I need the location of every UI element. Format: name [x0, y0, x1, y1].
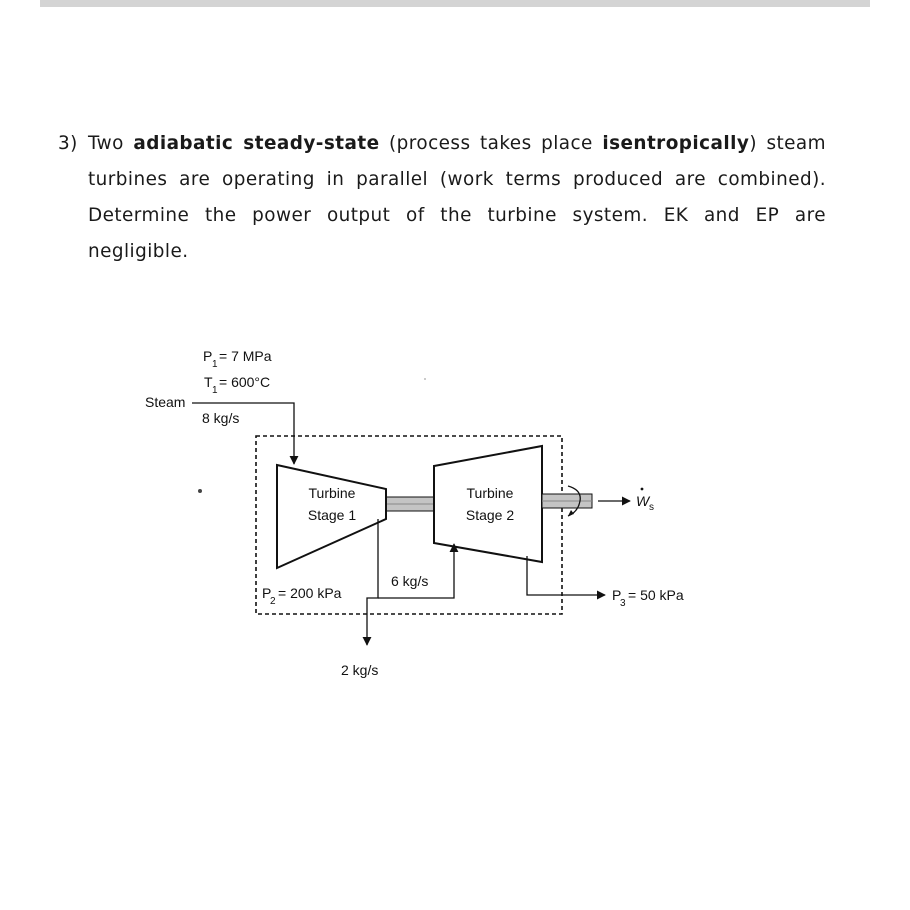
bold-isentropically: isentropically — [602, 133, 750, 154]
problem-text-intro: Two — [88, 133, 134, 154]
stage1-label-line2: Stage 1 — [307, 507, 357, 523]
inlet-flow-label: 8 kg/s — [202, 410, 240, 426]
inlet-temperature-value: = 600°C — [219, 374, 271, 390]
stage2-flow-label: 6 kg/s — [391, 573, 429, 589]
extraction-pressure-value: = 200 kPa — [278, 585, 342, 601]
work-symbol: W — [636, 493, 650, 509]
stage2-label-line1: Turbine — [466, 485, 514, 501]
extraction-pressure-sub: 2 — [270, 596, 276, 607]
extraction-flow-label: 2 kg/s — [341, 662, 379, 678]
work-subscript: s — [649, 502, 654, 513]
problem-text-middle: (process takes place — [379, 133, 603, 154]
stage1-exit-down-arrow — [367, 519, 378, 645]
stage2-inlet-arrow — [378, 544, 454, 598]
problem-number: 3) — [58, 133, 78, 154]
inlet-pressure-symbol: P — [203, 348, 213, 364]
exhaust-pressure-sub: 3 — [620, 598, 626, 609]
stage2-label-line2: Stage 2 — [465, 507, 515, 523]
steam-label: Steam — [145, 394, 186, 410]
turbine-stage-2 — [434, 446, 542, 562]
exhaust-pressure-value: = 50 kPa — [628, 587, 684, 603]
stage1-label-line1: Turbine — [308, 485, 356, 501]
inlet-temperature-sub: 1 — [212, 385, 218, 396]
bold-adiabatic-steady-state: adiabatic steady-state — [133, 133, 380, 154]
problem-text-rest: ) steam turbines are operating in parallel (work terms produced are combined). Determine the power output of the turbine system. EK and EP are negligible. — [88, 133, 826, 262]
inlet-pressure-sub: 1 — [212, 359, 218, 370]
inlet-temperature-symbol: T — [204, 374, 213, 390]
extraction-pressure-symbol: P — [262, 585, 272, 601]
work-rate-dot — [641, 488, 644, 491]
inlet-pressure-value: = 7 MPa — [219, 348, 272, 364]
exhaust-pressure-symbol: P — [612, 587, 622, 603]
